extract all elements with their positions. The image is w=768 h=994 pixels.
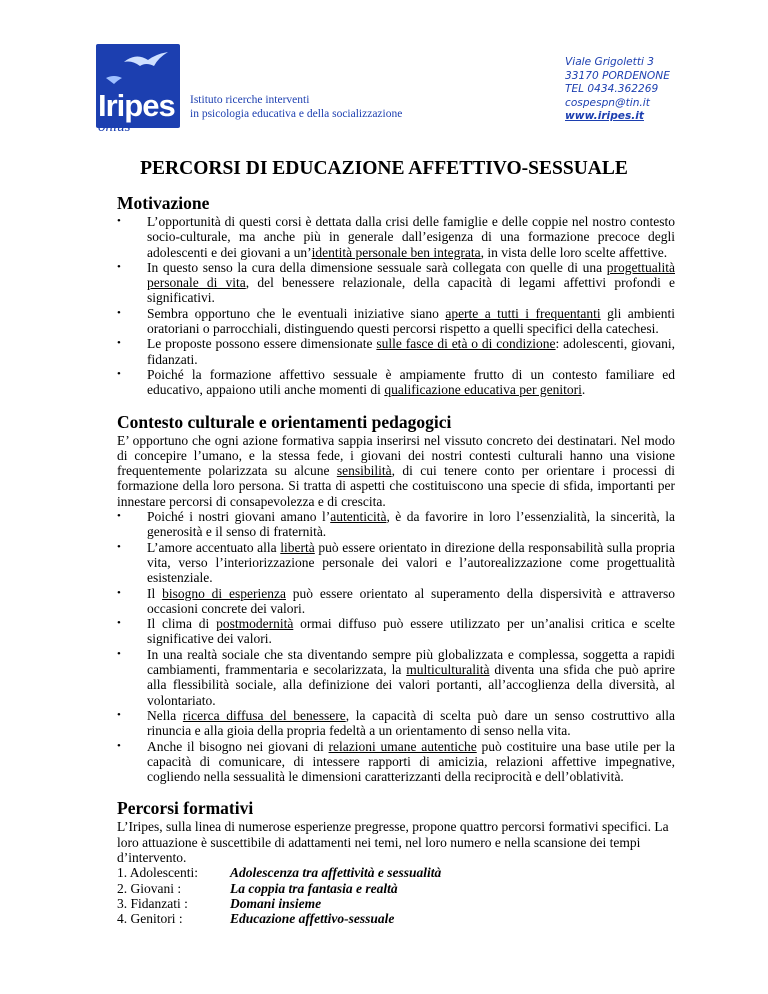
course-title: Adolescenza tra affettività e sessualità — [230, 865, 442, 881]
text-run: Poiché i nostri giovani amano l’ — [147, 509, 331, 525]
text-run: ormai diffuso può essere utilizzato per un’analisi critica e scelte significative dei valori. — [147, 616, 675, 647]
text-run: Anche il bisogno nei giovani di — [147, 738, 329, 754]
underlined-text: bisogno di esperienza — [162, 585, 286, 601]
institute-name — [190, 93, 402, 121]
course-label: 3. Fidanzati : — [117, 895, 188, 911]
text-run: , è da favorire in loro l’essenzialità, la sincerità, la generosità e il senso di fraternità. — [147, 509, 675, 540]
address-street: Viale Grigoletti 3 — [565, 56, 655, 68]
underlined-text: sensibilità — [336, 463, 392, 479]
list-item — [117, 647, 675, 708]
underlined-text: relazioni umane autentiche — [328, 738, 477, 754]
list-item — [117, 260, 675, 306]
underlined-text: qualificazione educativa per genitori — [384, 382, 582, 398]
text-run: E’ opportuno che ogni azione formativa sappia inserirsi nel vissuto concreto dei destinatari. Nel modo di concepire l’umano, e la stessa fede, i giovani dei nostri contesti culturali hanno una visione frequentemente polarizzata su alcune — [117, 432, 675, 479]
iripes-logo — [96, 44, 180, 128]
address-email[interactable]: cospespn@tin.it — [565, 96, 650, 109]
section-heading: Contesto culturale e orientamenti pedagogici — [117, 411, 452, 432]
text-run: , del benessere relazionale, della capacità di legami affettivi profondi e significativi. — [147, 275, 675, 306]
underlined-text: progettualità personale di vita — [147, 259, 675, 291]
course-title: Educazione affettivo-sessuale — [230, 911, 395, 927]
text-run: , di cui tenere conto per orientare i processi di formazione della loro persona. Si tratta di aspetti che costituiscono una specie di sfida, importanti per innestare percorsi di consapevolezza e di crescita. — [117, 463, 675, 509]
course-item — [117, 865, 675, 880]
underlined-text: ricerca diffusa del benessere — [182, 707, 346, 723]
text-run: , la capacità di scelta può dare un senso costruttivo alla rinuncia e alla gioia della propria fedeltà a un orientamento di senso nella vita. — [147, 707, 675, 739]
list-item — [117, 336, 675, 367]
text-run: In questo senso la cura della dimensione sessuale sarà collegata con quelle di una — [147, 259, 607, 275]
course-item — [117, 911, 675, 926]
paragraph — [117, 433, 675, 509]
list-item — [117, 306, 675, 337]
course-item — [117, 896, 675, 911]
section-heading: Motivazione — [117, 193, 210, 213]
bullet-list — [117, 509, 675, 784]
text-run: gli ambienti oratoriani o parrocchiali, distinguendo questi percorsi rispetto a quelli specifici della catechesi. — [147, 305, 676, 337]
institute-line: Istituto ricerche interventi — [190, 94, 310, 106]
paragraph: L’Iripes, sulla linea di numerose esperienze pregresse, propone quattro percorsi formativi specifici. La loro attuazione è suscettibile di adattamenti nei temi, nel loro numero e nella scansione dei tempi d’intervento. — [117, 819, 669, 865]
text-run: Il — [147, 585, 163, 601]
underlined-text: identità personale ben integrata — [311, 244, 481, 260]
institute-line: in psicologia educativa e della socializzazione — [190, 108, 403, 120]
text-run: Poiché la formazione affettivo sessuale è ampiamente frutto di un contesto familiare ed educativo, appaiono utili anche momenti di — [147, 366, 675, 398]
text-run: L’opportunità di questi corsi è dettata dalla crisi delle famiglie e delle coppie nel nostro contesto socio-culturale, ma anche più in generale dall’esigenza di una formazione precoce degli adolescenti e dei giovani a un’ — [147, 214, 675, 260]
text-run: : adolescenti, giovani, fidanzati. — [147, 336, 676, 367]
list-item — [117, 367, 675, 398]
text-run: In una realtà sociale che sta diventando sempre più globalizzata e complessa, soggetta a rapidi cambiamenti, frammentaria e secolarizzata, la — [147, 646, 675, 678]
list-item — [117, 540, 675, 586]
course-title: Domani insieme — [230, 895, 322, 911]
underlined-text: postmodernità — [216, 616, 294, 632]
course-label: 1. Adolescenti: — [117, 865, 198, 881]
text-run: Sembra opportuno che le eventuali iniziative siano — [147, 305, 446, 321]
website-link[interactable]: www.iripes.it — [565, 110, 644, 122]
text-run: , in vista delle loro scelte affettive. — [480, 244, 668, 260]
text-run: L’amore accentuato alla — [147, 539, 281, 555]
course-label: 4. Genitori : — [117, 911, 183, 927]
text-run: . — [581, 382, 586, 398]
logo-text: Iripes — [98, 88, 175, 123]
course-label: 2. Giovani : — [117, 880, 182, 896]
text-run: Le proposte possono essere dimensionate — [147, 336, 377, 352]
text-run: può costituire una base utile per la capacità di comunicare, di intessere rapporti di amicizia, relazioni affettive impegnative, cogliendo nella sessualità le dimensioni caratterizzanti della reciprocità e dell’oblatività. — [147, 738, 675, 785]
section-percorsi — [117, 797, 675, 926]
underlined-text: multiculturalità — [406, 662, 490, 678]
list-item — [117, 586, 675, 617]
course-item — [117, 881, 675, 896]
text-run: Nella — [147, 707, 183, 723]
address-phone: TEL 0434.362269 — [565, 83, 659, 95]
text-run: Il clima di — [147, 616, 217, 632]
bullet-list — [117, 214, 675, 398]
address-city: 33170 PORDENONE — [565, 69, 670, 82]
underlined-text: sulle fasce di età o di condizione — [376, 336, 556, 352]
list-item — [117, 214, 675, 260]
section-contesto — [117, 411, 675, 785]
underlined-text: autenticità — [330, 509, 387, 525]
underlined-text: aperte a tutti i frequentanti — [445, 305, 601, 321]
page-title: PERCORSI DI EDUCAZIONE AFFETTIVO-SESSUALE — [140, 158, 628, 179]
address-block — [565, 56, 670, 124]
section-motivazione — [117, 192, 675, 398]
onlus-label: onlus — [98, 119, 131, 135]
course-title: La coppia tra fantasia e realtà — [230, 880, 398, 896]
list-item — [117, 708, 675, 739]
course-list — [117, 865, 675, 926]
document-body — [117, 192, 675, 926]
text-run: può essere orientato in direzione della responsabilità sulla propria vita, verso l’interiorizzazione personale dei valori e l’autorealizzazione come progettualità esistenziale. — [147, 539, 675, 586]
text-run: diventa una sfida che può aprire alla flessibilità sociale, alla definizione dei valori portanti, all’accoglienza della diversità, al volontariato. — [147, 662, 676, 708]
list-item — [117, 509, 675, 540]
list-item — [117, 616, 675, 647]
list-item — [117, 739, 675, 785]
section-heading: Percorsi formativi — [117, 798, 254, 819]
text-run: può essere orientato al superamento della dispersività e attraverso occasioni concrete dei valori. — [147, 585, 676, 616]
underlined-text: libertà — [280, 539, 315, 555]
